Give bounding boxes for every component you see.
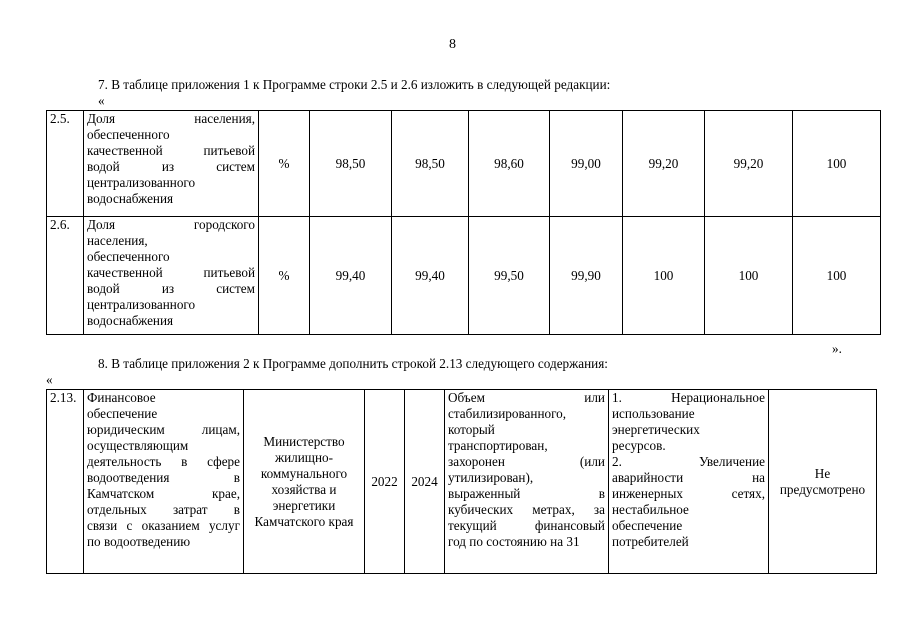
year-end: 2024 xyxy=(405,390,445,574)
text-line: Доля населения, xyxy=(87,111,255,126)
text-line: предусмотрено xyxy=(779,481,866,497)
consequences xyxy=(609,390,769,574)
text-line: водой из систем xyxy=(87,159,255,174)
text-line: коммунального xyxy=(260,465,348,481)
table-indicators xyxy=(46,110,881,335)
row-number: 2.13. xyxy=(47,390,84,574)
text-line: текущий финансовый xyxy=(448,518,605,533)
text-line: стабилизированного, xyxy=(448,406,567,421)
text-line: обеспечение xyxy=(612,518,683,533)
text-line: по водоотведению xyxy=(87,534,191,549)
value-cell: 100 xyxy=(793,111,881,217)
text-line: Камчатском крае, xyxy=(87,486,240,501)
text-line: Министерство xyxy=(263,433,345,449)
text-line: Камчатского края xyxy=(254,513,354,529)
value-cell: 99,40 xyxy=(392,217,469,335)
text-line: водоотведения в xyxy=(87,470,240,485)
text-line: централизованного xyxy=(87,175,196,190)
table-row xyxy=(47,217,881,335)
text-line: кубических метрах, за xyxy=(448,502,605,517)
quote-close-1: ». xyxy=(832,341,842,356)
text-line: качественной питьевой xyxy=(87,143,255,158)
text-line: утилизирован), xyxy=(448,470,534,485)
text-line: нестабильное xyxy=(612,502,689,517)
text-line: осуществляющим xyxy=(87,438,189,453)
text-line: ресурсов. xyxy=(612,438,666,453)
quote-open-2: « xyxy=(46,372,53,387)
text-line: Финансовое xyxy=(87,390,156,405)
value-cell: 99,90 xyxy=(550,217,623,335)
text-line: водоснабжения xyxy=(87,191,174,206)
text-line: потребителей xyxy=(612,534,689,549)
row-number: 2.5. xyxy=(47,111,84,217)
measure-description xyxy=(84,390,244,574)
table-row xyxy=(47,390,877,574)
quote-open-1: « xyxy=(98,93,105,108)
text-line: отдельных затрат в xyxy=(87,502,240,517)
year-start: 2022 xyxy=(365,390,405,574)
paragraph-8: 8. В таблице приложения 2 к Программе дополнить строкой 2.13 следующего содержания: xyxy=(98,356,608,371)
text-line: транспортирован, xyxy=(448,438,548,453)
text-line: водоснабжения xyxy=(87,313,174,328)
text-line: год по состоянию на 31 xyxy=(448,534,580,549)
page-number: 8 xyxy=(449,37,456,52)
text-line: обеспеченного xyxy=(87,249,170,264)
value-cell: 99,20 xyxy=(705,111,793,217)
text-line: Не xyxy=(814,465,831,481)
text-line: энергетических xyxy=(612,422,700,437)
text-line: качественной питьевой xyxy=(87,265,255,280)
value-cell: 99,20 xyxy=(623,111,705,217)
indicator-description xyxy=(445,390,609,574)
value-cell: 99,50 xyxy=(469,217,550,335)
executor xyxy=(244,390,365,574)
note xyxy=(769,390,877,574)
value-cell: 100 xyxy=(623,217,705,335)
text-line: централизованного xyxy=(87,297,196,312)
text-line: юридическим лицам, xyxy=(87,422,240,437)
text-line: захоронен (или xyxy=(448,454,605,469)
value-cell: 99,40 xyxy=(310,217,392,335)
text-line: связи с оказанием услуг xyxy=(87,518,240,533)
indicator-name xyxy=(84,217,259,335)
text-line: водой из систем xyxy=(87,281,255,296)
value-cell: 100 xyxy=(705,217,793,335)
text-line: 2. Увеличение xyxy=(612,454,765,469)
text-line: обеспеченного xyxy=(87,127,170,142)
text-line: жилищно- xyxy=(274,449,333,465)
value-cell: 100 xyxy=(793,217,881,335)
text-line: хозяйства и xyxy=(271,481,337,497)
paragraph-7: 7. В таблице приложения 1 к Программе строки 2.5 и 2.6 изложить в следующей редакции: xyxy=(98,77,611,92)
text-line: использование xyxy=(612,406,695,421)
text-line: аварийности на xyxy=(612,470,765,485)
indicator-name xyxy=(84,111,259,217)
text-line: выраженный в xyxy=(448,486,605,501)
value-cell: 98,60 xyxy=(469,111,550,217)
text-line: населения, xyxy=(87,233,148,248)
text-line: энергетики xyxy=(272,497,336,513)
text-line: Объем или xyxy=(448,390,605,405)
text-line: Доля городского xyxy=(87,217,255,232)
unit: % xyxy=(259,217,310,335)
value-cell: 99,00 xyxy=(550,111,623,217)
text-line: 1. Нерациональное xyxy=(612,390,765,405)
value-cell: 98,50 xyxy=(392,111,469,217)
table-measures xyxy=(46,389,877,574)
value-cell: 98,50 xyxy=(310,111,392,217)
table-row xyxy=(47,111,881,217)
text-line: деятельность в сфере xyxy=(87,454,240,469)
text-line: инженерных сетях, xyxy=(612,486,765,501)
text-line: обеспечение xyxy=(87,406,158,421)
unit: % xyxy=(259,111,310,217)
row-number: 2.6. xyxy=(47,217,84,335)
text-line: который xyxy=(448,422,495,437)
